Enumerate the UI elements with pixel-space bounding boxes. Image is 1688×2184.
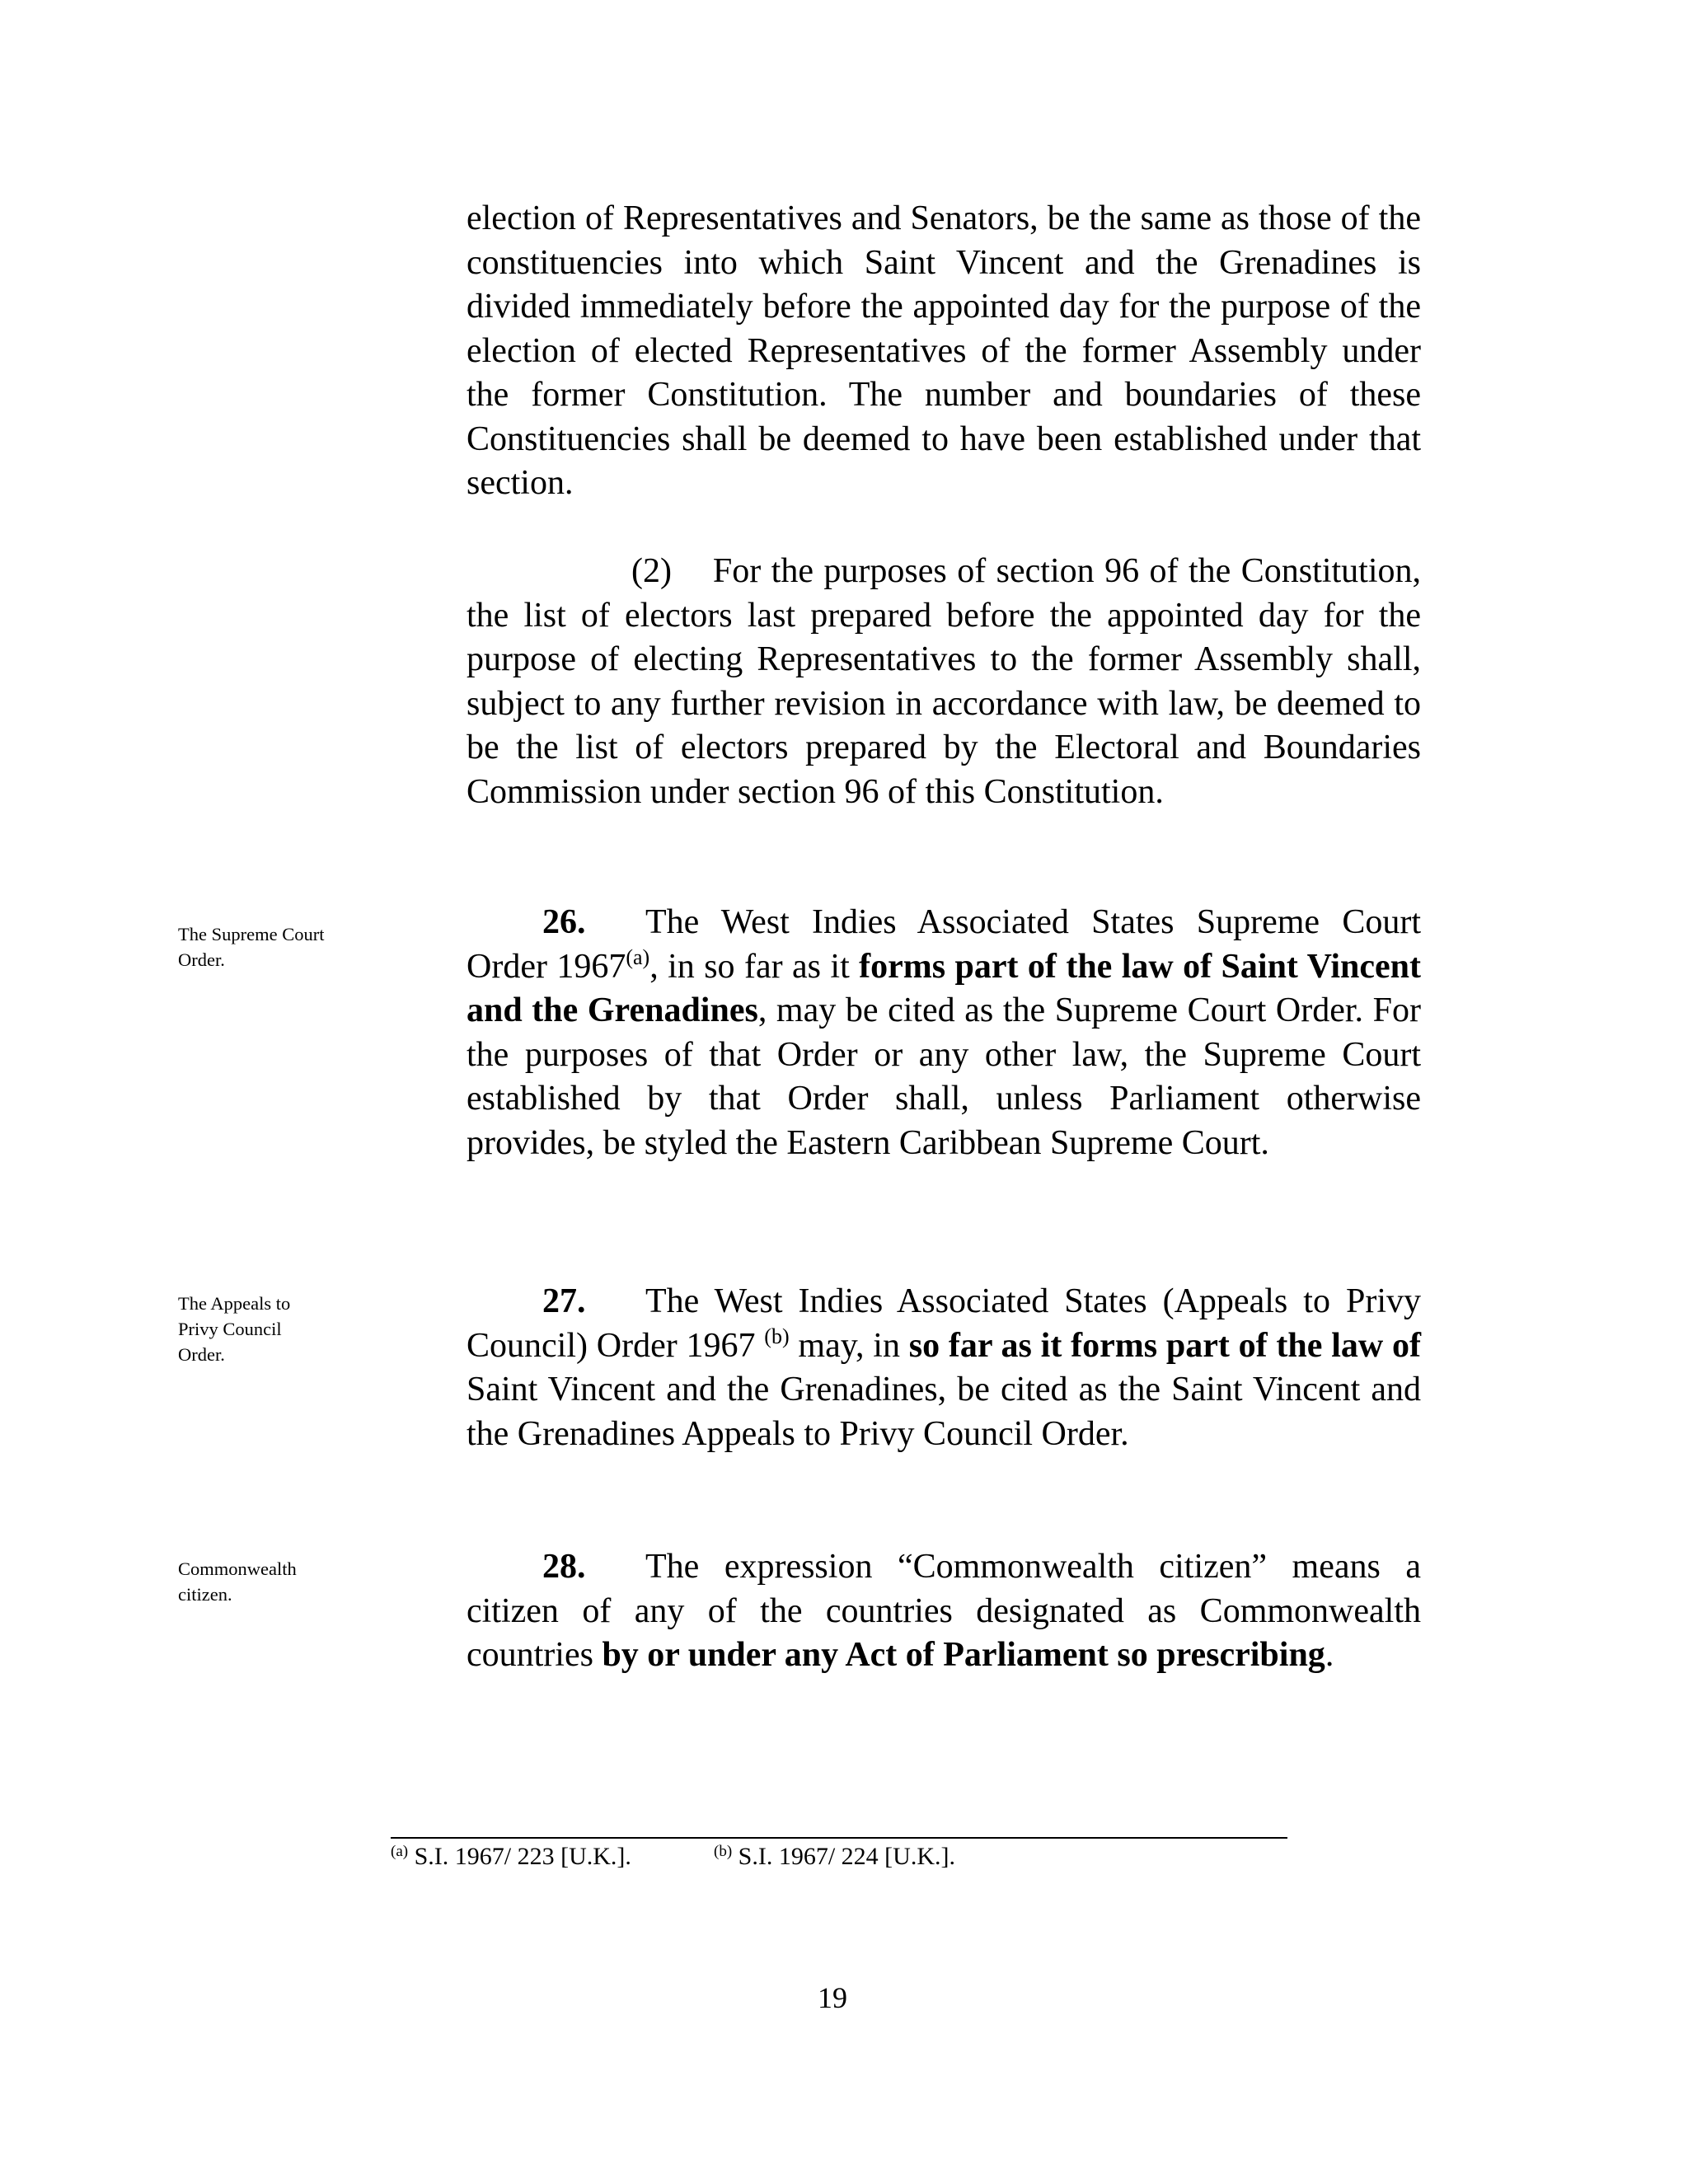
section-27 [467,1280,1421,1456]
section-text: . [1325,1636,1334,1674]
footnotes [391,1842,955,1872]
footnote-ref-a: (a) [626,944,650,969]
footnote-b [714,1842,955,1872]
section-26-text [467,901,1421,1165]
section-text: , may be cited as the Supreme Court Order. For the purposes of that Order or any other law, the Supreme Court established by that Order shall, unless Parliament otherwise provides, be styled the Eastern Caribbean Supreme Court. [467,991,1421,1162]
footnote-ref-b: (b) [764,1324,790,1348]
margin-note-text: Commonwealth citizen. [178,1558,297,1605]
footnote-a [391,1842,714,1872]
footnote-marker: (a) [391,1843,409,1860]
section-number: 28. [542,1548,586,1586]
section-28-text [467,1545,1421,1678]
section-number: 26. [542,903,586,941]
section-bold-text: by or under any Act of Parliament so prescribing [602,1636,1325,1674]
footnote-text: S.I. 1967/ 224 [U.K.]. [732,1843,955,1870]
paragraph-text: (2) For the purposes of section 96 of the Constitution, the list of electors last prepared before the appointed day for the purpose of electing Representatives to the former Assembly shall, subject to any further revision in accordance with law, be deemed to be the list of electors prepared by the Electoral and Boundaries Commission under section 96 of this Constitution. [467,552,1421,811]
margin-note-text: The Supreme Court Order. [178,924,325,970]
section-bold-text: forms part of the law of Saint Vincent and the Grenadines [467,947,1421,1029]
section-text: The West Indies Associated States (Appeals to Privy Council) Order 1967 [467,1282,1421,1365]
section-text: Saint Vincent and the Grenadines, be cited as the Saint Vincent and the Grenadines Appeals to Privy Council Order. [467,1371,1421,1453]
footnote-divider [391,1837,1287,1839]
section-26 [467,901,1421,1165]
margin-note-appeals-privy-council [178,1291,302,1367]
margin-note-supreme-court-order [178,921,343,972]
margin-note-commonwealth-citizen [178,1556,343,1607]
footnote-marker: (b) [714,1843,733,1860]
section-text: , in so far as it [649,947,860,986]
continued-paragraph [467,197,1421,506]
paragraph-text: election of Representatives and Senators, be the same as those of the constituencies into which Saint Vincent and the Grenadines is divided immediately before the appointed day for the purpose of the election of elected Representatives of the former Assembly under the former Constitution. The number and boundaries of these Constituencies shall be deemed to have been established under that section. [467,199,1421,502]
page-number: 19 [818,1981,847,2014]
section-number: 27. [542,1282,586,1320]
footnote-text: S.I. 1967/ 223 [U.K.]. [408,1843,631,1870]
section-text: The expression “Commonwealth citizen” means a citizen of any of the countries designated as Commonwealth countries [467,1548,1421,1674]
section-bold-text: so far as it forms part of the law of [908,1326,1421,1365]
margin-note-text: The Appeals to Privy Council Order. [178,1293,291,1365]
subsection-2 [467,550,1421,814]
section-text: The West Indies Associated States Supreme Court Order 1967 [467,903,1421,986]
section-28 [467,1545,1421,1678]
section-text: may, in [789,1326,909,1365]
section-27-text [467,1280,1421,1456]
